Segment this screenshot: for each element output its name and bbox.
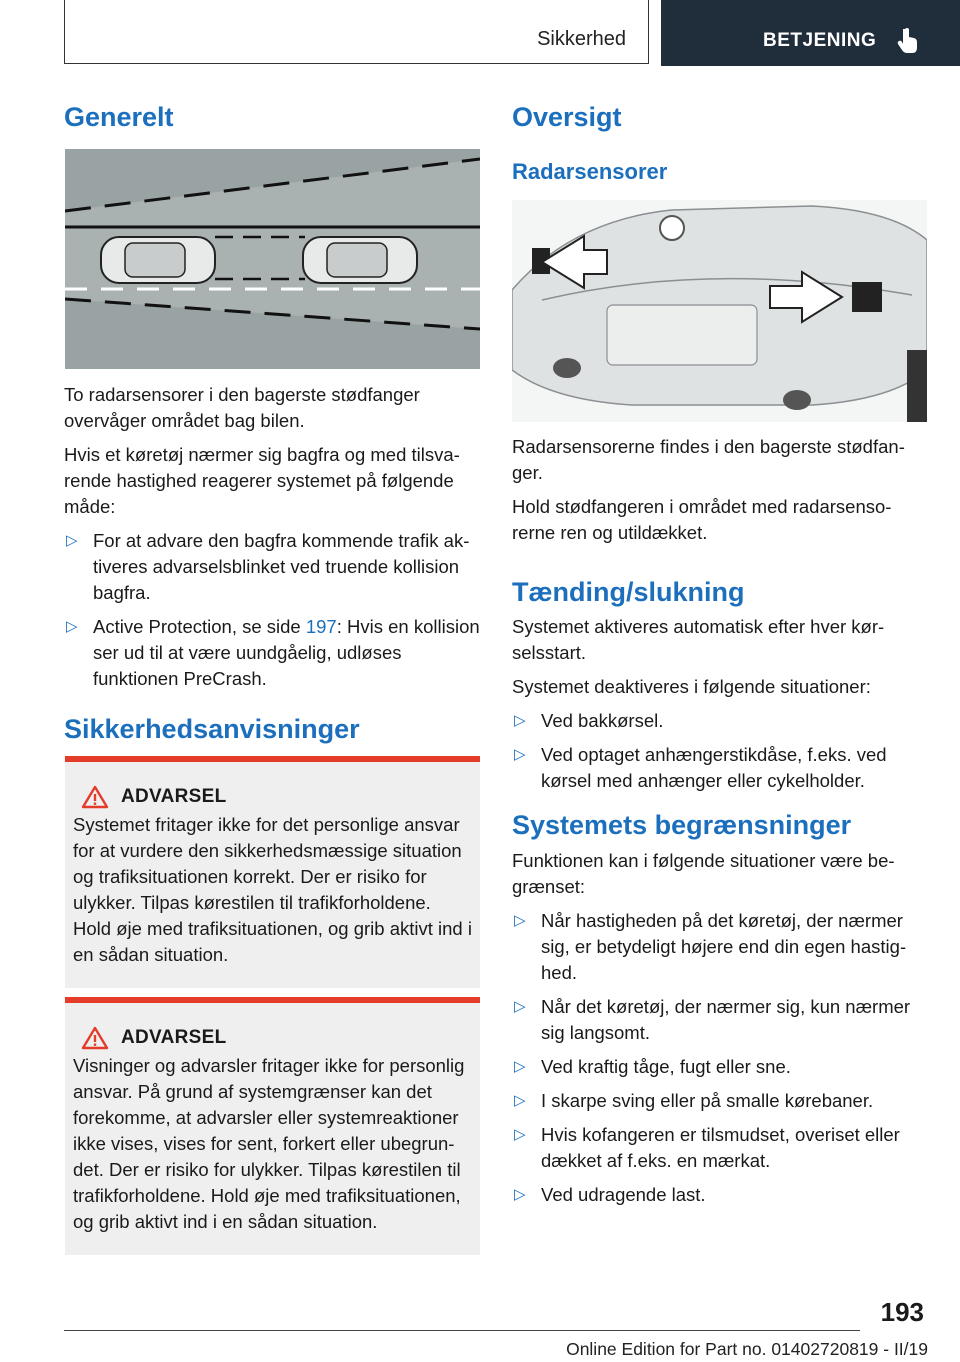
paragraph: Systemet aktiveres automatisk efter hver kørselsstart. <box>512 616 885 663</box>
paragraph: Funktionen kan i følgende situationer være begrænset: <box>512 850 895 897</box>
paragraph: Systemet deaktiveres i følgende situationer: <box>512 676 871 697</box>
bullet-triangle-icon: ▷ <box>66 618 78 635</box>
warning-box <box>65 997 480 1255</box>
left-text-block <box>64 382 480 700</box>
warning-label: ADVARSEL <box>121 1027 227 1048</box>
bullet-triangle-icon: ▷ <box>514 1126 526 1143</box>
section-title-limits: Systemets begrænsninger <box>512 810 852 840</box>
right-text-block-2 <box>512 614 928 802</box>
right-text-block-3 <box>512 848 928 1216</box>
warning-text: Systemet fritager ikke for det personlige ansvar for at vurdere den sikkerhedsmæssige situation og trafiksituationen korrekt. Der er risiko for ulykker. Tilpas kørestilen til trafikforholdene. Hold øje med trafiksituationen, og grib aktivt ind i en sådan situation. <box>73 814 472 965</box>
header-chapter-label: BETJENING <box>763 30 877 51</box>
list-item: ▷ Ved bakkørsel. <box>512 708 928 734</box>
header-section-label: Sikkerhed <box>537 28 626 50</box>
paragraph: Hvis et køretøj nærmer sig bagfra og med tilsvarende hastighed reagerer systemet på følgende måde: <box>64 444 460 517</box>
header-chapter-tab <box>661 0 960 66</box>
paragraph: To radarsensorer i den bagerste stødfanger overvåger området bag bilen. <box>64 384 420 431</box>
paragraph: Radarsensorerne findes i den bagerste stødfanger. <box>512 436 905 483</box>
list-item: ▷ Ved optaget anhængerstikdåse, f.eks. ved kørsel med anhænger eller cykelholder. <box>514 744 887 791</box>
list-item: ▷ Ved udragende last. <box>512 1182 928 1208</box>
bullet-triangle-icon: ▷ <box>514 712 526 729</box>
list-item: ▷ Hvis kofangeren er tilsmudset, overiset eller dækket af f.eks. en mærkat. <box>514 1124 900 1171</box>
list-item: ▷ Active Protection, se side 197: Hvis en kollision ser ud til at være uundgåelig, udløses funktionen PreCrash. <box>66 616 480 689</box>
warning-box <box>65 756 480 988</box>
footer-edition: Online Edition for Part no. 01402720819 - II/19 <box>566 1339 928 1359</box>
warning-label: ADVARSEL <box>121 786 227 807</box>
front-car-drawing <box>303 237 417 283</box>
warning-text: Visninger og advarsler fritager ikke for personlig ansvar. På grund af systemgrænser kan det forekomme, at advarsler eller systemreaktioner ikke vises, vises for sent, forkert eller ubegrundet. Der er risiko for ulykker. Tilpas kørestilen til trafikforholdene. Hold øje med trafiksituationen, og grib aktivt ind i en sådan situation. <box>73 1055 465 1232</box>
section-title-on-off: Tænding/slukning <box>512 577 745 607</box>
page-reference-link[interactable]: 197 <box>305 616 337 637</box>
list-item: ▷ Når hastigheden på det køretøj, der nærmer sig, er betydeligt højere end din egen hastighed. <box>514 910 907 983</box>
header-section-tab <box>64 0 649 64</box>
bullet-triangle-icon: ▷ <box>514 1092 526 1109</box>
list-item: ▷ I skarpe sving eller på smalle kørebaner. <box>512 1088 928 1114</box>
rear-car-drawing <box>101 237 215 283</box>
warning-triangle-icon <box>81 785 109 809</box>
hand-pointer-icon <box>897 27 919 53</box>
bullet-triangle-icon: ▷ <box>66 532 78 549</box>
bullet-triangle-icon: ▷ <box>514 998 526 1015</box>
section-title-general: Generelt <box>64 102 174 132</box>
subsection-title-radar: Radarsensorer <box>512 159 668 184</box>
list-item: ▷ Når det køretøj, der nærmer sig, kun nærmer sig langsomt. <box>514 996 911 1043</box>
bullet-triangle-icon: ▷ <box>514 1186 526 1203</box>
page-number: 193 <box>880 1297 924 1327</box>
rear-bumper-sensor-illustration <box>512 200 927 422</box>
paragraph: Hold stødfangeren i området med radarsensorerne ren og utildækket. <box>512 496 892 543</box>
list-item: ▷ For at advare den bagfra kommende trafik aktiveres advarselsblinket ved truende kollision bagfra. <box>66 530 470 603</box>
warning-triangle-icon <box>81 1026 109 1050</box>
bullet-triangle-icon: ▷ <box>514 912 526 929</box>
section-title-overview: Oversigt <box>512 102 622 132</box>
footer-divider <box>64 1330 860 1331</box>
bullet-triangle-icon: ▷ <box>514 1058 526 1075</box>
list-item: ▷ Ved kraftig tåge, fugt eller sne. <box>512 1054 928 1080</box>
right-text-block-1 <box>512 434 928 554</box>
bullet-triangle-icon: ▷ <box>514 746 526 763</box>
radar-coverage-illustration <box>65 149 480 369</box>
section-title-safety: Sikkerhedsanvisninger <box>64 714 360 744</box>
